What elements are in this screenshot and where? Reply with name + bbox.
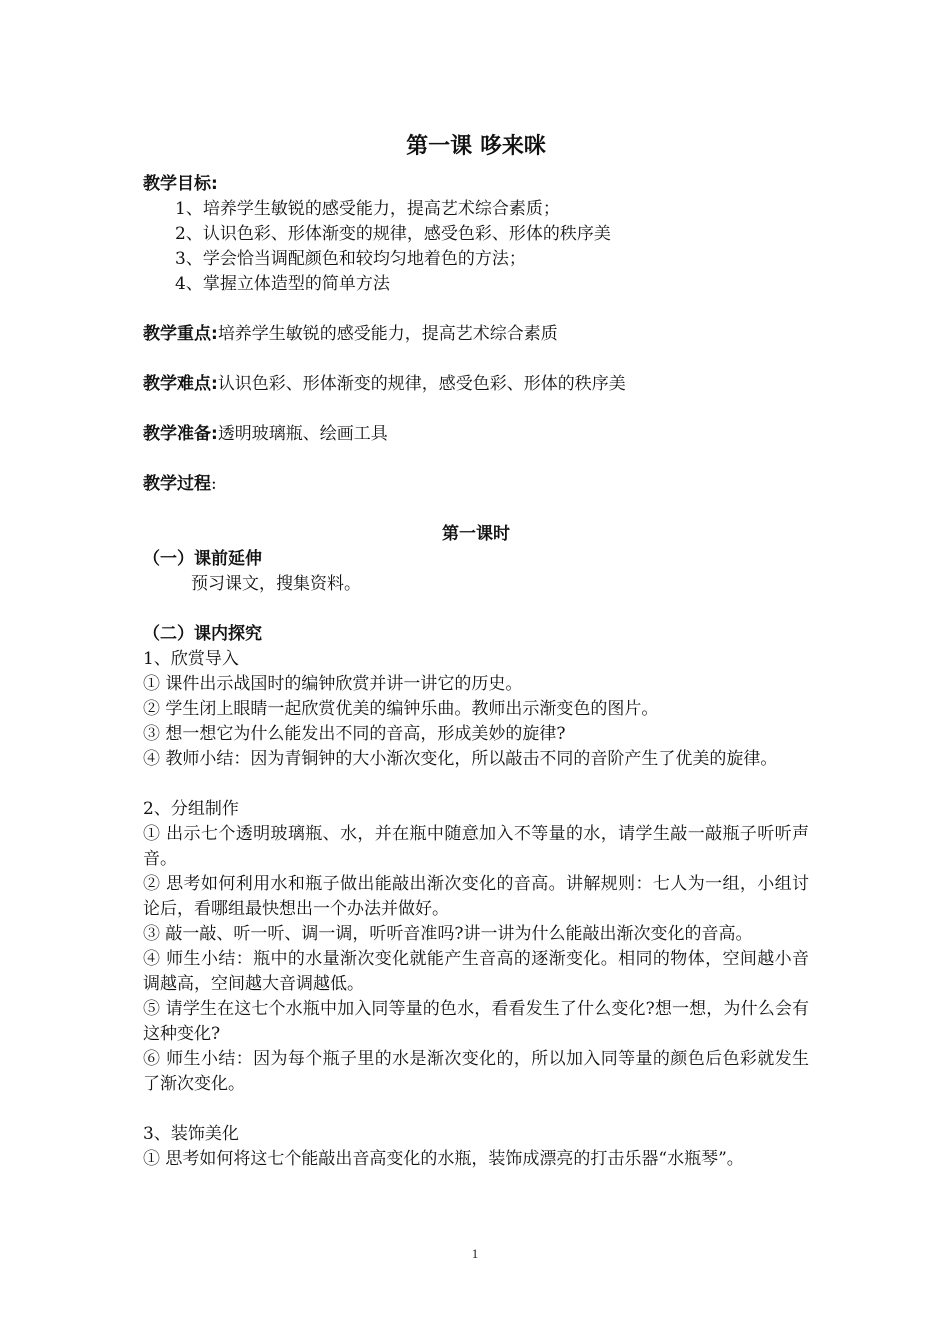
spacer	[143, 772, 809, 797]
spacer	[143, 1097, 809, 1122]
difficulty-label: 教学难点:	[143, 374, 218, 394]
spacer	[143, 347, 809, 372]
spacer	[143, 447, 809, 472]
section-text: 预习课文，搜集资料。	[191, 574, 361, 594]
list-item: ④ 师生小结：瓶中的水量渐次变化就能产生音高的逐渐变化。相同的物体，空间越小音调越高，空间越大音调越低。	[143, 949, 809, 994]
list-item: ② 学生闭上眼睛一起欣赏优美的编钟乐曲。教师出示渐变色的图片。	[143, 699, 659, 719]
process-colon: :	[211, 474, 217, 494]
spacer	[143, 497, 809, 522]
part-title: 2、分组制作	[143, 799, 239, 819]
list-item: ② 思考如何利用水和瓶子做出能敲出渐次变化的音高。讲解规则：七人为一组，小组讨论后，看哪组最快想出一个办法并做好。	[143, 874, 809, 919]
section-heading: （一）课前延伸	[143, 549, 262, 569]
key-point-text: 培养学生敏锐的感受能力，提高艺术综合素质	[217, 324, 558, 344]
spacer	[143, 297, 809, 322]
objective-item: 1、培养学生敏锐的感受能力，提高艺术综合素质；	[175, 199, 560, 219]
list-item: ① 思考如何将这七个能敲出音高变化的水瓶，装饰成漂亮的打击乐器“水瓶琴”。	[143, 1149, 744, 1169]
part-title: 3、装饰美化	[143, 1124, 239, 1144]
key-point-label: 教学重点:	[143, 324, 218, 344]
difficulty-text: 认识色彩、形体渐变的规律，感受色彩、形体的秩序美	[217, 374, 626, 394]
list-item: ④ 教师小结：因为青铜钟的大小渐次变化，所以敲击不同的音阶产生了优美的旋律。	[143, 749, 778, 769]
page-number: 1	[471, 1246, 479, 1261]
document-body	[143, 130, 809, 1172]
spacer	[143, 597, 809, 622]
preparation-label: 教学准备:	[143, 424, 218, 444]
spacer	[143, 397, 809, 422]
part-title: 1、欣赏导入	[143, 649, 239, 669]
list-item: ③ 敲一敲、听一听、调一调，听听音准吗?讲一讲为什么能敲出渐次变化的音高。	[143, 924, 753, 944]
difficulty-line	[143, 372, 809, 397]
lesson-heading: 第一课时	[442, 524, 510, 544]
list-item: ① 出示七个透明玻璃瓶、水，并在瓶中随意加入不等量的水，请学生敲一敲瓶子听听声音。	[143, 824, 809, 869]
list-item: ① 课件出示战国时的编钟欣赏并讲一讲它的历史。	[143, 674, 523, 694]
list-item: ⑥ 师生小结：因为每个瓶子里的水是渐次变化的，所以加入同等量的颜色后色彩就发生了渐次变化。	[143, 1049, 809, 1094]
objective-item: 2、认识色彩、形体渐变的规律，感受色彩、形体的秩序美	[175, 224, 611, 244]
process-label: 教学过程	[143, 474, 211, 494]
objectives-label: 教学目标:	[143, 174, 218, 194]
preparation-line	[143, 422, 809, 447]
objective-item: 3、学会恰当调配颜色和较均匀地着色的方法；	[175, 249, 526, 269]
key-point-line	[143, 322, 809, 347]
list-item: ⑤ 请学生在这七个水瓶中加入同等量的色水，看看发生了什么变化?想一想，为什么会有这种变化?	[143, 999, 809, 1044]
objective-item: 4、掌握立体造型的简单方法	[175, 274, 390, 294]
process-line	[143, 472, 809, 497]
list-item: ③ 想一想它为什么能发出不同的音高，形成美妙的旋律?	[143, 724, 566, 744]
page-title: 第一课 哆来咪	[406, 134, 546, 159]
section-heading: （二）课内探究	[143, 624, 262, 644]
preparation-text: 透明玻璃瓶、绘画工具	[217, 424, 388, 444]
